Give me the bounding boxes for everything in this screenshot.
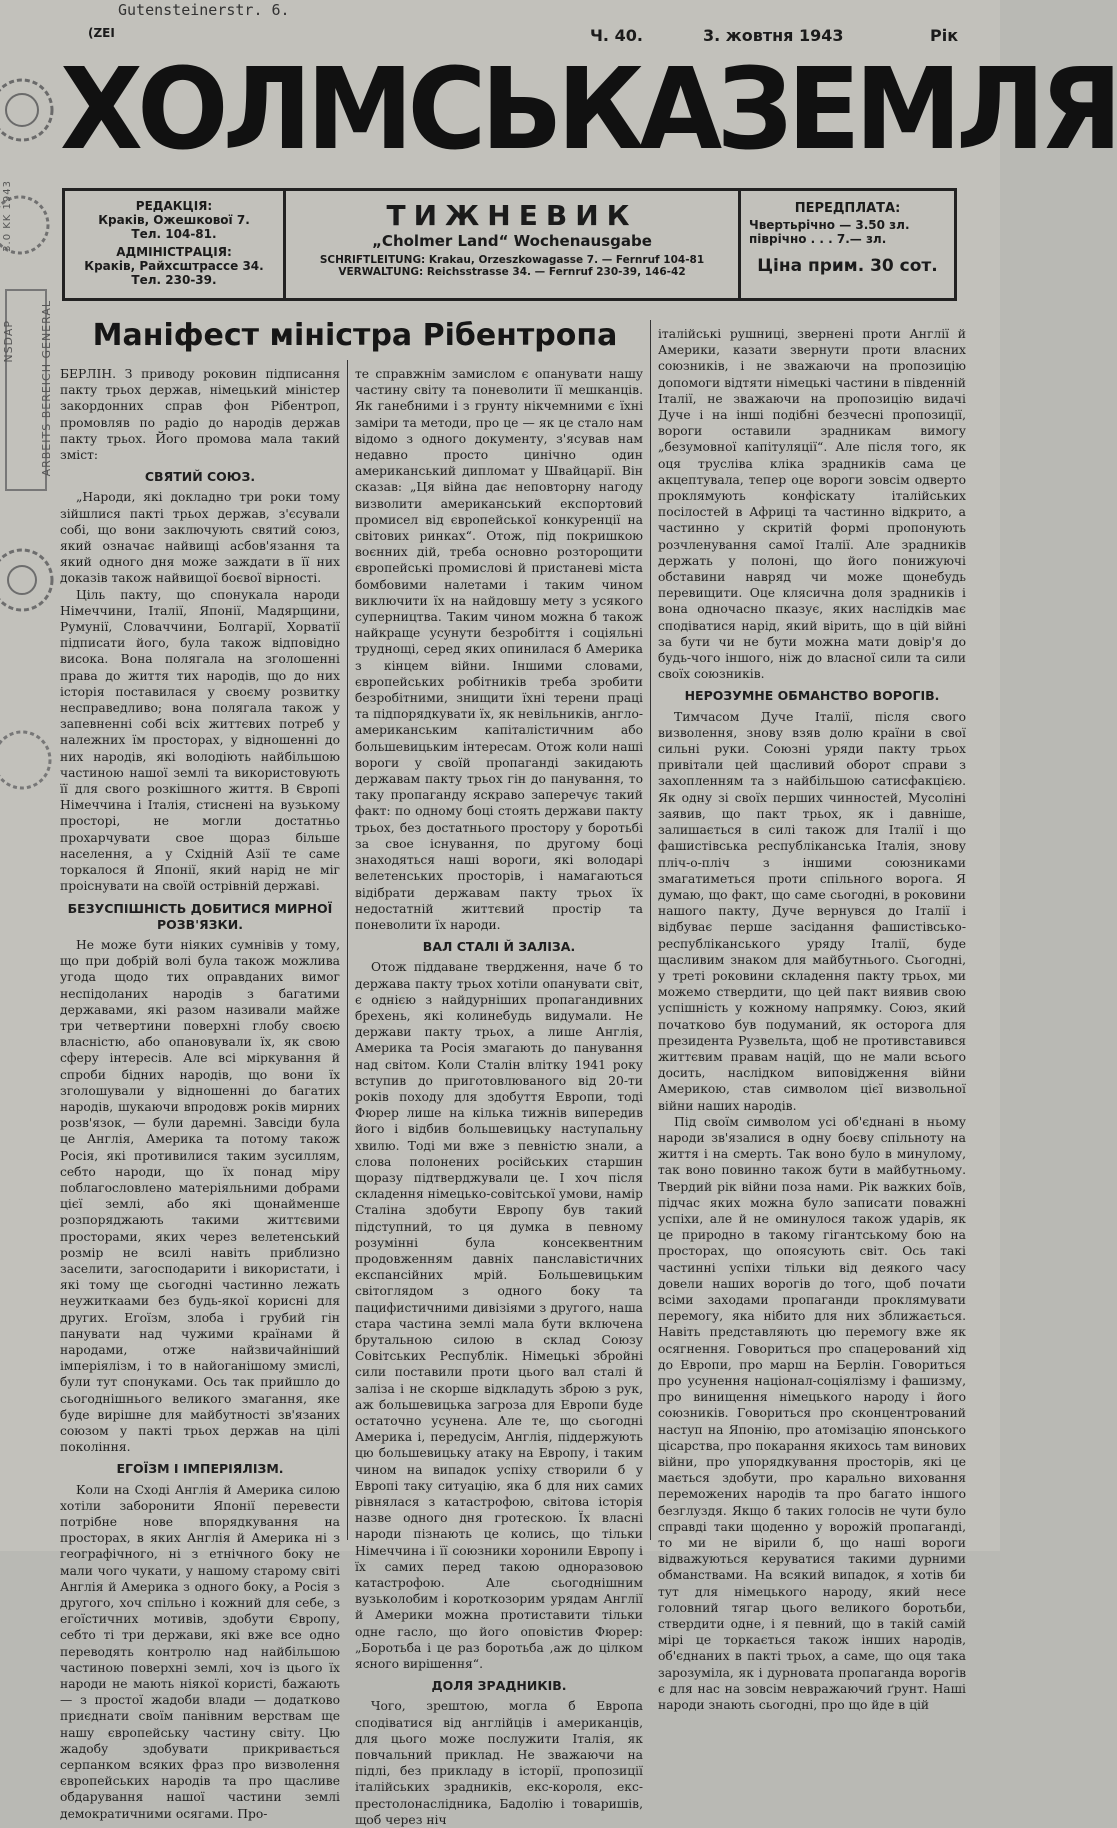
subscription-quarter: Чвертьрічно — 3.50 зл.: [749, 218, 910, 232]
paragraph: Тимчасом Дуче Італії, після свого визволення, знову взяв долю країни в свої сильні руки. Союзні уряди пакту трьох привітали цей щасливий оборот справи з захопленням та з найбільшою сатисфакцією. Як одну зі своїх перших чинностей, Мусоліні заявив, що пакт трьох, як і давніше, залишається в силі також для Італії і що фашистівська республіканська Італія, знову пліч-о-пліч з іншими союзниками змагатиметься проти спільного ворога. Я думаю, що факт, що саме сьогодні, в роковини нашого пакту, Дуче вернувся до Італії і відбуває перше засідання фашистівсько-республіканського уряду Італії, буде щасливим знаком для майбутнього. Сьогодні, у треті роковини складення пакту трьох, ми можемо ствердити, що цей пакт виявив свою успішність у кожному напрямку. Союз, який початково був подуманий, як осторога для президента Рузвельта, щоб не противставився життєвим правам націй, що не мали всього досить, наслідком виповідження війни Америкою, став символом цієї визвольної війни наших народів.: [658, 709, 966, 1113]
margin-stamps: [0, 0, 58, 1000]
admin-label: АДМІНІСТРАЦІЯ:: [116, 245, 232, 259]
issue-year: Рік: [930, 26, 959, 45]
handwritten-address: [118, 2, 290, 19]
stamp-marks: [0, 0, 58, 1000]
issue-line: [88, 26, 960, 46]
editorial-contacts: [65, 191, 286, 298]
paragraph: Ціль пакту, що спонукала народи Німеччини, Італії, Японії, Мадярщини, Румунії, Словаччини, Болгарії, Хорватії підписати його, була також відповідно висока. Вона полягала на зголошенні права до життя тих народів, що до них історія поставилася у своєму розвитку несправедливо; вона полягала також у запевненні собі всіх життєвих потреб у належних їм просторах, у відношенні до них народів, які володіють найбільшою частиною нашої землі та використовують її для свого розкішного життя. В Європі Німеччина і Італія, стиснені на вузькому просторі, не могли достатньо прохарчувати свое щораз більше населення, а у Східній Азії те саме торкалося й Японії, який нарід не міг проіснувати на своїй острівній державі.: [60, 587, 340, 894]
redaktsiia-address: Краків, Ожешкової 7.: [98, 213, 250, 227]
redaktsiia-phone: Тел. 104-81.: [131, 227, 217, 241]
article-column-1: [60, 366, 340, 1822]
weekly-label: ТИЖНЕВИК: [386, 199, 638, 232]
info-box: [62, 188, 957, 301]
paragraph: Під своїм символом усі об'єднані в ньому народи зв'язалися в одну боєву спільноту на життя і на смерть. Так воно було в минулому, так воно повинно також бути в майбутньому. Твердий рік війни поза нами. Рік важких боїв, підчас яких можна було записати поважні успіхи, але й не оминулося також ударів, як це природно в такому гігантському бою на просторах, що опоясують світ. Ось такі частинні успіхи тільки від деякого часу довели наших ворогів до того, щоб почати всіми заходами пропаганди проклямувати перемогу, яка нібито для них зближається. Навіть представляють цю перемогу вже як осягнення. Говориться про спацерований хід до Европи, про марш на Берлін. Говориться про усунення націонал-соціялізму і фашизму, про винищення німецького народу і його союзників. Говориться про сконцентрований наступ на Японію, про атомізацію японського цісарства, про покарання якихось там винових війни, про упорядкування просторів, які це мається здобути, про карально виховання переможених народів та про багато іншого безглуздя. Якщо б таких голосів не чути було справді таки щоденно у ворожій пропаганді, то ми не вірили б, що наші вороги відважуються керуватися такими дурними обманствами. На всякий випадок, я хотів би тут для німецького народу, який несе головний тягар цього великого боротьби, ствердити одне, і я певний, що в такій самій мірі це торкається також інших народів, об'єднаних в пакті трьох, а саме, що оця така зарозуміла, як і дурновата пропаганда ворогів є для нас на зовсім невражаючий ґрунт. Наші народи знають сьогодні, про що йде в цій: [658, 1114, 966, 1713]
paragraph: БЕРЛІН. З приводу роковин підписання пакту трьох держав, німецький міністер закордонних справ фон Рібентроп, промовляв по радіо до народів держав пакту трьох. Його промова мала такий зміст:: [60, 367, 340, 463]
address-line: Gutensteinerstr. 6.: [118, 1, 290, 19]
stamp-label-1: ARBEITS BEREICH GENERAL: [40, 300, 53, 477]
article-column-3: [658, 326, 966, 1713]
article-column-2: [355, 366, 643, 1828]
weekly-german: „Cholmer Land“ Wochenausgabe: [372, 232, 652, 250]
schriftleitung-line: SCHRIFTLEITUNG: Krakau, Orzeszkowagasse 7. — Fernruf 104-81: [319, 254, 705, 266]
article-headline: Маніфест міністра Рібентропа: [92, 318, 618, 353]
subheading: СВЯТИЙ СОЮЗ.: [144, 469, 256, 485]
price: Ціна прим. 30 сот.: [757, 256, 938, 276]
subscription-half: піврічно . . . 7.— зл.: [749, 232, 887, 246]
paragraph: Отож піддаване твердження, наче б то держава пакту трьох хотіли опанувати світ, є однією з найдурніших пропагандивних брехень, які колинебудь видумали. Не держави пакту трьох, а лише Англія, Америка та Росія змагають до панування над світом. Коли Сталін влітку 1941 року вступив до приготовлюваного від 20-ти років походу для здобуття Европи, тоді Фюрер лише на кілька тижнів випередив його і відбив большевицьку наступальну хвилю. Тоді ми вже з певністю знали, а слова полонених російських старшин щоразу підтверджували це. І хоч після складення німецько-совітської умови, намір Сталіна здобути Европу був такий підступний, то ця думка в певному розумінні була консеквентним продовженням давніх панславістичних експансійних мрій. Большевицьким світоглядом з одного боку та пацифистичними дивізіями з другого, наша стара частина землі мала бути включена брутальною силою в склад Союзу Совітських Республік. Німецькі збройні сили поставили проти цього вал сталі й заліза і не скорше відкладуть зброю з рук, аж большевицька загроза для Европи буде остаточно усунена. Але те, що сьогодні Америка і, передусім, Англія, піддержують цю большевицьку атаку на Европу, і таким чином на випадок успіху створили б у Европі таку ситуацію, яка б для них самих рівнялася з катастрофою, світова історія назве одного дня гротескою. Їх власні народи пізнають це колись, що тільки Німеччина і її союзники хоронили Европу і їх самих перед такою одноразовою катастрофою. Але сьогоднішним вузьколобим і короткозорим урядам Англії й Америки можна протиставити тільки одне гасло, що його оповістив Фюрер: „Боротьба і це раз боротьба ,аж до цілком ясного вирішення“.: [355, 960, 643, 1672]
paragraph: Коли на Сході Англія й Америка силою хотіли заборонити Японії перевести потрібне нове впорядкування на просторах, в яких Англія й Америка ні з географічного, ні з етнічного боку не мали чого чукати, у нашому старому світі Англія й Америка з одного боку, а Росія з другого, хоч спільно і кожний для себе, з егоїстичних мотивів, здобути Європу, себто ті три держави, які вже все одно переводять контролю над найбільшою частиною поверхні землі, хоч із цього їх народи не мають ніякої користі, бажають — з простої жадоби влади — додатково приєднати своїм панівним верствам ще нашу європейську частину світу. Цю жадобу здобувати прикривається серпанком всяких фраз про визволення європейських народів та про щасливе обдарування нашої частини землі демократичними осягами. Про-: [60, 1482, 340, 1821]
admin-phone: Тел. 230-39.: [131, 273, 217, 287]
subheading: ЕГОЇЗМ І ІМПЕРІЯЛІЗМ.: [116, 1461, 284, 1477]
publication-info: [286, 191, 741, 298]
stamp-label-2: NSDAP: [2, 320, 15, 363]
subheading: БЕЗУСПІШНІСТЬ ДОБИТИСЯ МИРНОЇ РОЗВ'ЯЗКИ.: [67, 900, 333, 932]
subheading: НЕРОЗУМНЕ ОБМАНСТВО ВОРОГІВ.: [684, 688, 940, 704]
issue-left-tag: (ZEI: [88, 26, 115, 40]
issue-date: 3. жовтня 1943: [703, 26, 844, 45]
column-rule-1: [347, 360, 348, 1540]
redaktsiia-label: РЕДАКЦІЯ:: [135, 199, 213, 213]
verwaltung-line: VERWALTUNG: Reichsstrasse 34. — Fernruf 230-39, 146-42: [338, 266, 686, 278]
subscription-info: [741, 191, 954, 298]
subscription-label: ПЕРЕДПЛАТА:: [794, 201, 901, 216]
paragraph: „Народи, які докладно три роки тому зійшлися пакті трьох держав, з'єсували собі, що вони заключують святий союз, який означає найвищі асбов'язання та який одного дня може заждати в її них доказів також найвищої бoєвої вірності.: [60, 490, 340, 586]
subheading: ВАЛ СТАЛІ Й ЗАЛІЗА.: [422, 939, 576, 955]
column-rule-2: [650, 320, 651, 1540]
subheading: ДОЛЯ ЗРАДНИКІВ.: [431, 1678, 567, 1694]
admin-address: Краків, Райхсштрассе 34.: [84, 259, 264, 273]
masthead-title: ХОЛМСЬКАЗЕМЛЯ: [60, 45, 1117, 175]
paragraph: Не може бути ніяких сумнівів у тому, що при добрій волі була також можлива угода щодо тих оправданих вимог неспідоланих народів з багатими державами, які разом називали майже три четвертини поверхні глобу своєю власністю, або опановували їх, як свою сферу інтересів. Але всі міркування й спроби бідних народів, що вони їх зголошували у відношенні до багатих народів, шукаючи впродовж років мирних розв'язок, — були даремні. Завсіди була це Англія, Америка та потому також Росія, які противилися таким зусиллям, себто народи, що їх понад міру поблагословлено матеріяльними добрами цієї землі, або які щонайменше розпоряджають такими життєвими просторами, яких через велетенський розмір не всилі навіть приблизно заселити, загосподарити і використати, і які тому ще сьогодні частинно лежать неужиткаами без будь-якої корисні для других. Егоїзм, злоба і грубий гін панувати над чужими країнами й народами, отже найзвичайніший імперіялізм, і то в найоганішому змислі, були тут спонуками. Ось так прийшло до сьогоднішнього великого змагання, яке буде вирішне для майбутності зв'язаних союзом у пакті трьох держав на цілі покоління.: [60, 937, 340, 1455]
paragraph: Чого, зрештою, могла б Европа сподіватися від англійців і американців, для цього може послужити Італія, як повчальний приклад. Не зважаючи на підлі, без прикладу в історії, пропозиції італійських зрадників, екс-короля, екс-престолонаслідника, Бадолію і товаришів, щоб через ніч: [355, 1699, 643, 1827]
paragraph: італійські рушниці, звернені проти Англії й Америки, казати звернути проти власних союзників, і не зважаючи на пропозицію допомоги відтяти німецькі частини в південній Італії, не зважаючи на пропозицію видачі Дуче і на інші подібні безчесні пропозиції, вороги оставили зрадникам вимогу „безумовної капітуляції“. Але після того, як оця трусліва кліка зрадників сама це акцептувала, тепер оце вороги зовсім одверто проклямують конфіскату італійських посілостей в Африці та частинно відкрито, а частинно у скритій формі пропонують розчленування самої Італії. Але зрадників держать у полоні, що його понижуючі обставини навряд чи може щонебудь перевищити. Оце клясична доля зрадників і вона одночасно пказує, яких наслідків має сподіватися нарід, який вірить, що в цій війні за бути чи не бути можна мати довір'я до будь-чого іншого, ніж до власної сили та сили своїх союзників.: [658, 327, 966, 682]
issue-number: Ч. 40.: [590, 26, 643, 45]
paragraph: те справжнім замислом є опанувати нашу частину світу та поневолити її мешканців. Як ганебними і з грунту нікчемними є їхні заміри та методи, про це — як це стало нам відомо з одного документу, з'ясував нам недавно просто цинічно один американський дипломат у Швайцарії. Він сказав: „Ця війна дає неповторну нагоду визволити американський експортовий промисел від європейської конкуренції на світових ринках“. Отож, під покришкою воєнних дій, треба основно розторощити європейські промислові й пристаневі міста бомбовими налетами і таким чином виключити їх на найдовшу мету з усякого суперництва. Таким чином можна б також найкраще усунути безробіття і соціяльні труднощі, серед яких опинилася б Америка з кінцем війни. Іншими словами, європейських робітників треба зробити безробітними, знищити їхні терени праці та підпорядкувати їх, як невільників, англо-американським капіталістичним або большевицьким інтересам. Отож коли наші вороги у своїй пропаганді закидають державам пакту трьох гін до панування, то таку пропаганду яскраво заперечує такий факт: по одному боці стоять держави пакту трьох, без достатнього простору у боротьбі за свое існування, по другому боці знаходяться наші вороги, які володарі велетенських просторів, і намагаються відібрати державам пакту трьох їх недостатній життєвий простір та поневолити їх народи.: [355, 367, 643, 932]
stamp-label-3: 3.0 KK 1943: [2, 180, 13, 252]
